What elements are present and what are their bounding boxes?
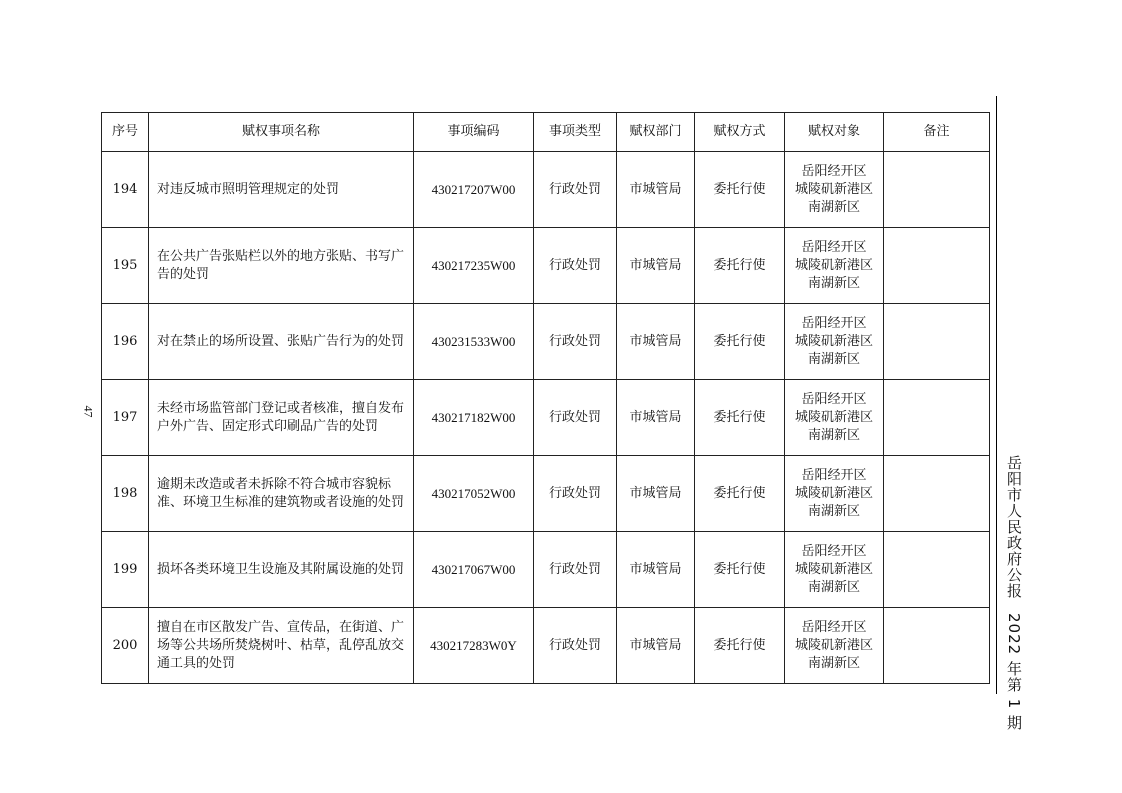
table-row (102, 532, 990, 608)
row-targets (785, 152, 884, 228)
row-method: 委托行使 (695, 608, 785, 684)
row-targets (785, 608, 884, 684)
row-dept: 市城管局 (617, 152, 695, 228)
margin-rule (996, 96, 997, 694)
row-method: 委托行使 (695, 152, 785, 228)
target-item: 城陵矶新港区 (794, 485, 873, 501)
row-seq: 197 (102, 380, 149, 456)
target-item: 岳阳经开区 (801, 315, 867, 331)
row-targets (785, 304, 884, 380)
target-item: 岳阳经开区 (801, 163, 867, 179)
row-remark (884, 304, 990, 380)
table-header-row (102, 113, 990, 152)
target-item: 城陵矶新港区 (794, 333, 873, 349)
row-code: 430217283W0Y (414, 608, 534, 684)
row-seq: 196 (102, 304, 149, 380)
row-method: 委托行使 (695, 456, 785, 532)
row-dept: 市城管局 (617, 608, 695, 684)
target-item: 南湖新区 (807, 503, 860, 519)
row-remark (884, 456, 990, 532)
target-item: 城陵矶新港区 (794, 409, 873, 425)
row-code: 430217207W00 (414, 152, 534, 228)
target-item: 城陵矶新港区 (794, 257, 873, 273)
row-targets (785, 532, 884, 608)
row-seq: 200 (102, 608, 149, 684)
row-method: 委托行使 (695, 304, 785, 380)
row-name: 对违反城市照明管理规定的处罚 (149, 152, 414, 228)
gazette-running-header (1004, 455, 1025, 731)
gazette-issue: 2022 年第 1 期 (1005, 613, 1023, 732)
target-item: 城陵矶新港区 (794, 561, 873, 577)
row-targets (785, 380, 884, 456)
row-name: 逾期未改造或者未拆除不符合城市容貌标准、环境卫生标准的建筑物或者设施的处罚 (149, 456, 414, 532)
row-seq: 199 (102, 532, 149, 608)
row-type: 行政处罚 (534, 152, 617, 228)
header-name: 赋权事项名称 (149, 113, 414, 152)
row-code: 430217182W00 (414, 380, 534, 456)
row-seq: 198 (102, 456, 149, 532)
row-name: 在公共广告张贴栏以外的地方张贴、书写广告的处罚 (149, 228, 414, 304)
row-type: 行政处罚 (534, 456, 617, 532)
row-remark (884, 152, 990, 228)
target-item: 岳阳经开区 (801, 467, 867, 483)
row-type: 行政处罚 (534, 608, 617, 684)
authorization-table (101, 112, 990, 684)
row-seq: 195 (102, 228, 149, 304)
row-seq: 194 (102, 152, 149, 228)
table-row (102, 228, 990, 304)
target-item: 城陵矶新港区 (794, 637, 873, 653)
table-row (102, 456, 990, 532)
row-remark (884, 228, 990, 304)
row-remark (884, 532, 990, 608)
header-remark: 备注 (884, 113, 990, 152)
header-code: 事项编码 (414, 113, 534, 152)
row-dept: 市城管局 (617, 456, 695, 532)
table-row (102, 304, 990, 380)
target-item: 城陵矶新港区 (794, 181, 873, 197)
target-item: 南湖新区 (807, 655, 860, 671)
target-item: 岳阳经开区 (801, 543, 867, 559)
row-type: 行政处罚 (534, 532, 617, 608)
target-item: 南湖新区 (807, 351, 860, 367)
row-method: 委托行使 (695, 380, 785, 456)
row-type: 行政处罚 (534, 304, 617, 380)
target-item: 南湖新区 (807, 275, 860, 291)
header-dept: 赋权部门 (617, 113, 695, 152)
row-code: 430217067W00 (414, 532, 534, 608)
row-dept: 市城管局 (617, 380, 695, 456)
table-row (102, 152, 990, 228)
target-item: 岳阳经开区 (801, 239, 867, 255)
table-row (102, 380, 990, 456)
row-name: 损坏各类环境卫生设施及其附属设施的处罚 (149, 532, 414, 608)
target-item: 南湖新区 (807, 199, 860, 215)
row-code: 430231533W00 (414, 304, 534, 380)
row-type: 行政处罚 (534, 380, 617, 456)
row-method: 委托行使 (695, 532, 785, 608)
target-item: 南湖新区 (807, 579, 860, 595)
header-seq: 序号 (102, 113, 149, 152)
row-code: 430217052W00 (414, 456, 534, 532)
header-target: 赋权对象 (785, 113, 884, 152)
row-remark (884, 380, 990, 456)
row-remark (884, 608, 990, 684)
target-item: 南湖新区 (807, 427, 860, 443)
row-dept: 市城管局 (617, 532, 695, 608)
gazette-title: 岳阳市人民政府公报 (1005, 455, 1023, 599)
row-method: 委托行使 (695, 228, 785, 304)
row-name: 对在禁止的场所设置、张贴广告行为的处罚 (149, 304, 414, 380)
row-code: 430217235W00 (414, 228, 534, 304)
row-type: 行政处罚 (534, 228, 617, 304)
target-item: 岳阳经开区 (801, 619, 867, 635)
target-item: 岳阳经开区 (801, 391, 867, 407)
row-dept: 市城管局 (617, 304, 695, 380)
table-row (102, 608, 990, 684)
header-method: 赋权方式 (695, 113, 785, 152)
row-name: 擅自在市区散发广告、宣传品，在街道、广场等公共场所焚烧树叶、枯草，乱停乱放交通工具的处罚 (149, 608, 414, 684)
header-type: 事项类型 (534, 113, 617, 152)
row-dept: 市城管局 (617, 228, 695, 304)
row-name: 未经市场监管部门登记或者核准，擅自发布户外广告、固定形式印刷品广告的处罚 (149, 380, 414, 456)
row-targets (785, 228, 884, 304)
page-number: 47 (81, 405, 96, 418)
row-targets (785, 456, 884, 532)
